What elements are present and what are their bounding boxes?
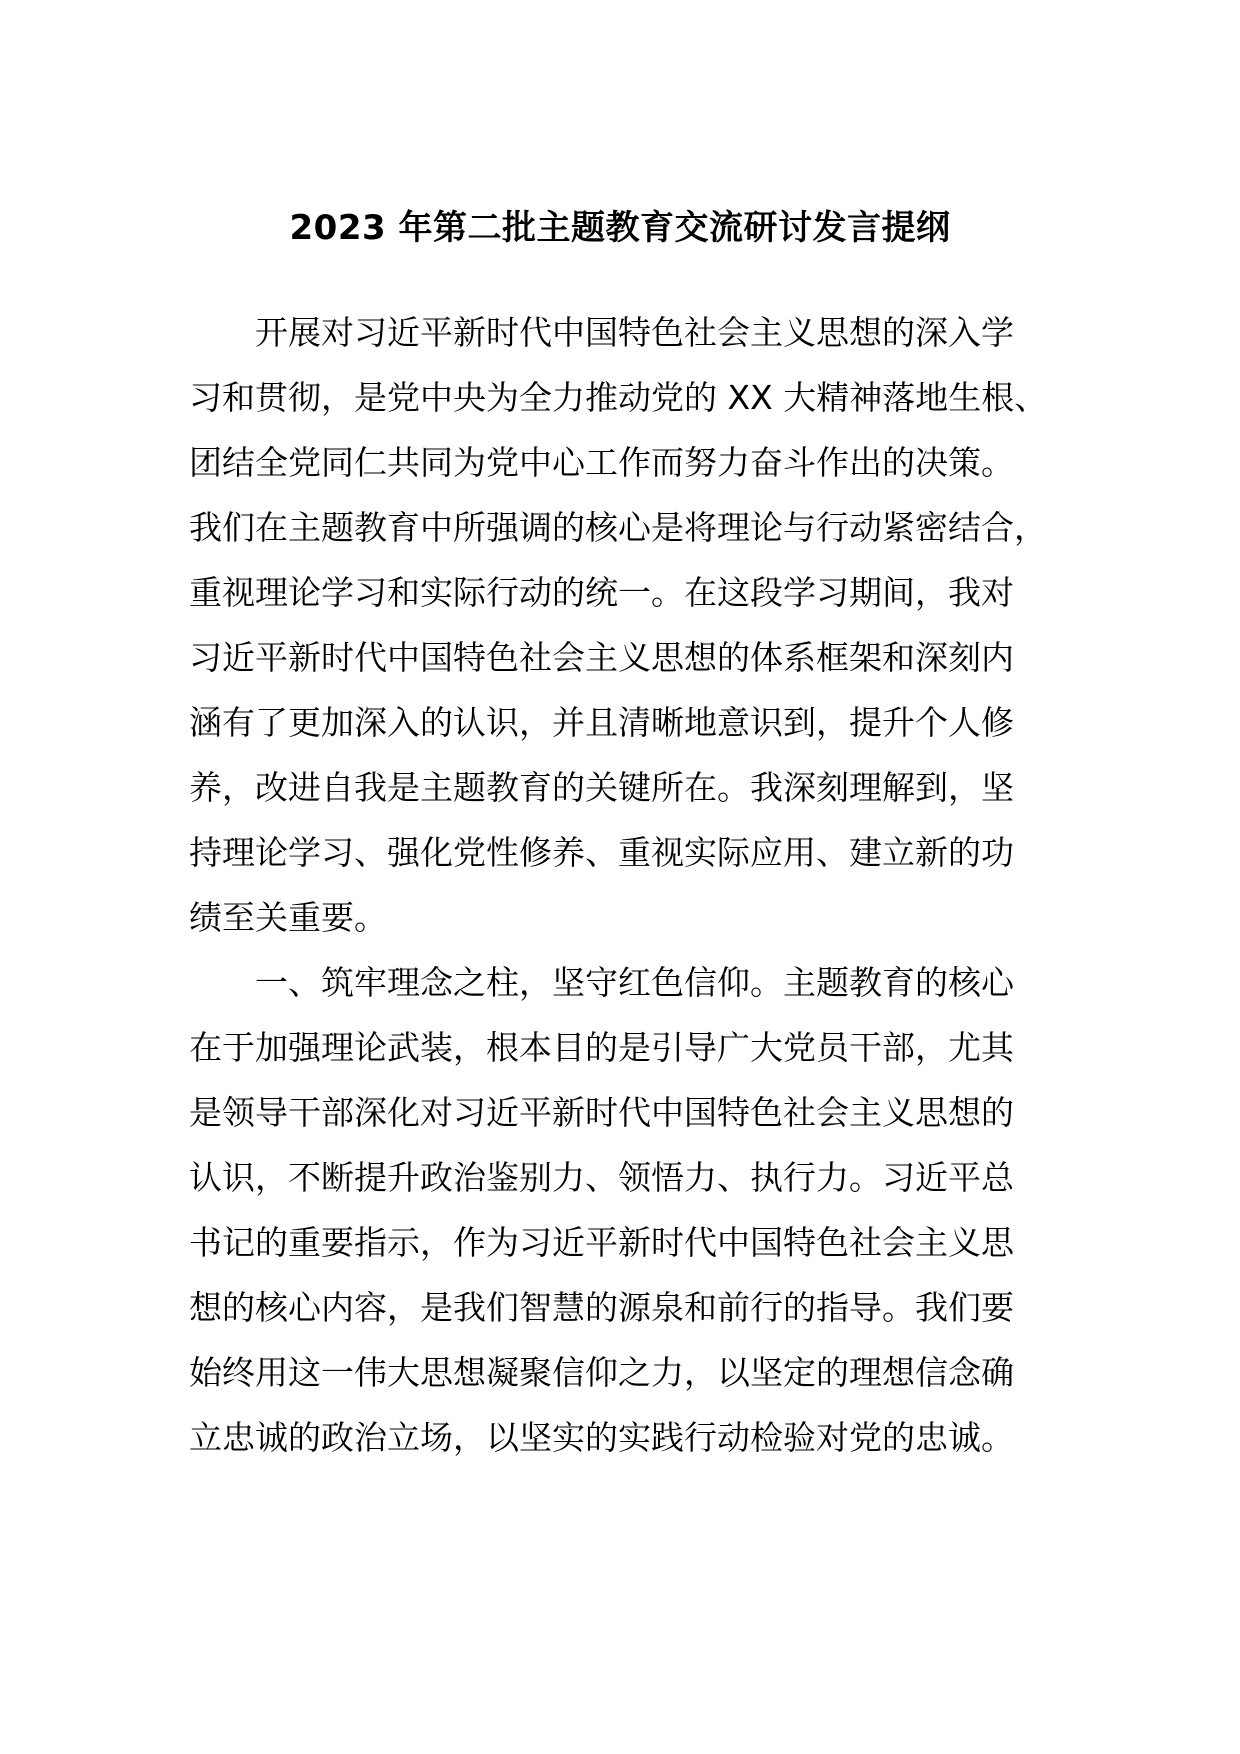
text-line: 养，改进自我是主题教育的关键所在。我深刻理解到，坚 — [189, 768, 1014, 807]
text-line: 在于加强理论武装，根本目的是引导广大党员干部，尤其 — [189, 1028, 1014, 1067]
text-line: 书记的重要指示，作为习近平新时代中国特色社会主义思 — [189, 1223, 1014, 1262]
document-body — [189, 300, 1048, 1470]
text-line: 认识，不断提升政治鉴别力、领悟力、执行力。习近平总 — [189, 1158, 1014, 1197]
text-line: 涵有了更加深入的认识，并且清晰地意识到，提升个人修 — [189, 703, 1014, 742]
document-title: 2023 年第二批主题教育交流研讨发言提纲 — [289, 208, 951, 248]
text-line: 绩至关重要。 — [189, 898, 387, 937]
text-line: 是领导干部深化对习近平新时代中国特色社会主义思想的 — [189, 1093, 1014, 1132]
text-line: 持理论学习、强化党性修养、重视实际应用、建立新的功 — [189, 833, 1014, 872]
text-line: 开展对习近平新时代中国特色社会主义思想的深入学 — [189, 313, 1014, 352]
text-line: 想的核心内容，是我们智慧的源泉和前行的指导。我们要 — [189, 1288, 1014, 1327]
text-line: 一、筑牢理念之柱，坚守红色信仰。主题教育的核心 — [189, 963, 1014, 1002]
text-line: 团结全党同仁共同为党中心工作而努力奋斗作出的决策。 — [189, 443, 1014, 482]
text-line: 我们在主题教育中所强调的核心是将理论与行动紧密结合， — [189, 508, 1047, 547]
text-line: 立忠诚的政治立场，以坚实的实践行动检验对党的忠诚。 — [189, 1418, 1014, 1457]
text-line: 习近平新时代中国特色社会主义思想的体系框架和深刻内 — [189, 638, 1014, 677]
text-line: 始终用这一伟大思想凝聚信仰之力，以坚定的理想信念确 — [189, 1353, 1014, 1392]
text-line: 重视理论学习和实际行动的统一。在这段学习期间，我对 — [189, 573, 1014, 612]
text-line: 习和贯彻，是党中央为全力推动党的 XX 大精神落地生根、 — [189, 378, 1048, 417]
